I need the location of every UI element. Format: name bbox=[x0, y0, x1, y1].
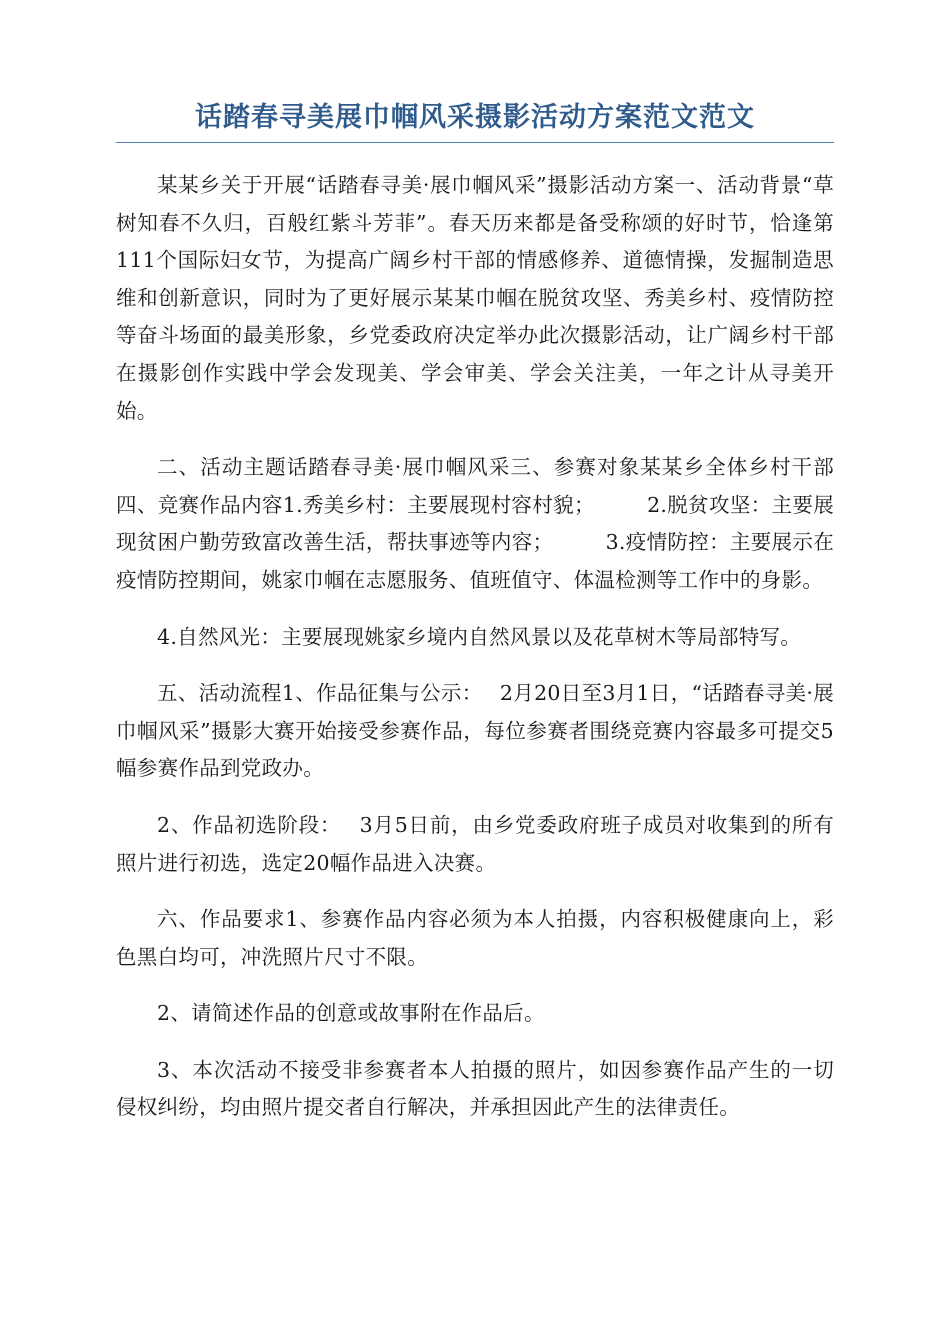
paragraph-description-note: 2、请简述作品的创意或故事附在作品后。 bbox=[157, 1001, 545, 1026]
paragraph-requirements: 六、作品要求1、参赛作品内容必须为本人拍摄，内容积极健康向上，彩色黑白均可，冲洗照片尺寸不限。 bbox=[116, 907, 834, 969]
title-underline bbox=[116, 142, 834, 143]
paragraph-theme-and-content: 二、活动主题话踏春寻美·展巾帼风采三、参赛对象某某乡全体乡村干部四、竞赛作品内容1.秀美乡村：主要展现村容村貌； 2.脱贫攻坚：主要展现贫困户勤劳致富改善生活，帮扶事迹等内容； 3.疫情防控：主要展示在疫情防控期间，姚家巾帼在志愿服务、值班值守、体温检测等工作中的身影。 bbox=[116, 455, 834, 592]
paragraph-natural-scenery: 4.自然风光：主要展现姚家乡境内自然风景以及花草树木等局部特写。 bbox=[157, 624, 802, 649]
paragraph-background: 某某乡关于开展“话踏春寻美·展巾帼风采”摄影活动方案一、活动背景“草树知春不久归，百般红紫斗芳菲”。春天历来都是备受称颂的好时节，恰逢第111个国际妇女节，为提高广阔乡村干部的情感修养、道德情操，发掘制造思维和创新意识，同时为了更好展示某某巾帼在脱贫攻坚、秀美乡村、疫情防控等奋斗场面的最美形象，乡党委政府决定举办此次摄影活动，让广阔乡村干部在摄影创作实践中学会发现美、学会审美、学会关注美，一年之计从寻美开始。 bbox=[116, 173, 834, 423]
paragraph-preliminary-selection: 2、作品初选阶段： 3月5日前，由乡党委政府班子成员对收集到的所有照片进行初选，选定20幅作品进入决赛。 bbox=[116, 812, 834, 875]
document-title: 话踏春寻美展巾帼风采摄影活动方案范文范文 bbox=[195, 102, 755, 133]
document-page bbox=[116, 100, 834, 1146]
paragraph-process-collection: 五、活动流程1、作品征集与公示： 2月20日至3月1日，“话踏春寻美·展巾帼风采”摄影大赛开始接受参赛作品，每位参赛者围绕竞赛内容最多可提交5幅参赛作品到党政办。 bbox=[116, 681, 834, 781]
paragraph-copyright-note: 3、本次活动不接受非参赛者本人拍摄的照片，如因参赛作品产生的一切侵权纠纷，均由照片提交者自行解决，并承担因此产生的法律责任。 bbox=[116, 1057, 834, 1120]
